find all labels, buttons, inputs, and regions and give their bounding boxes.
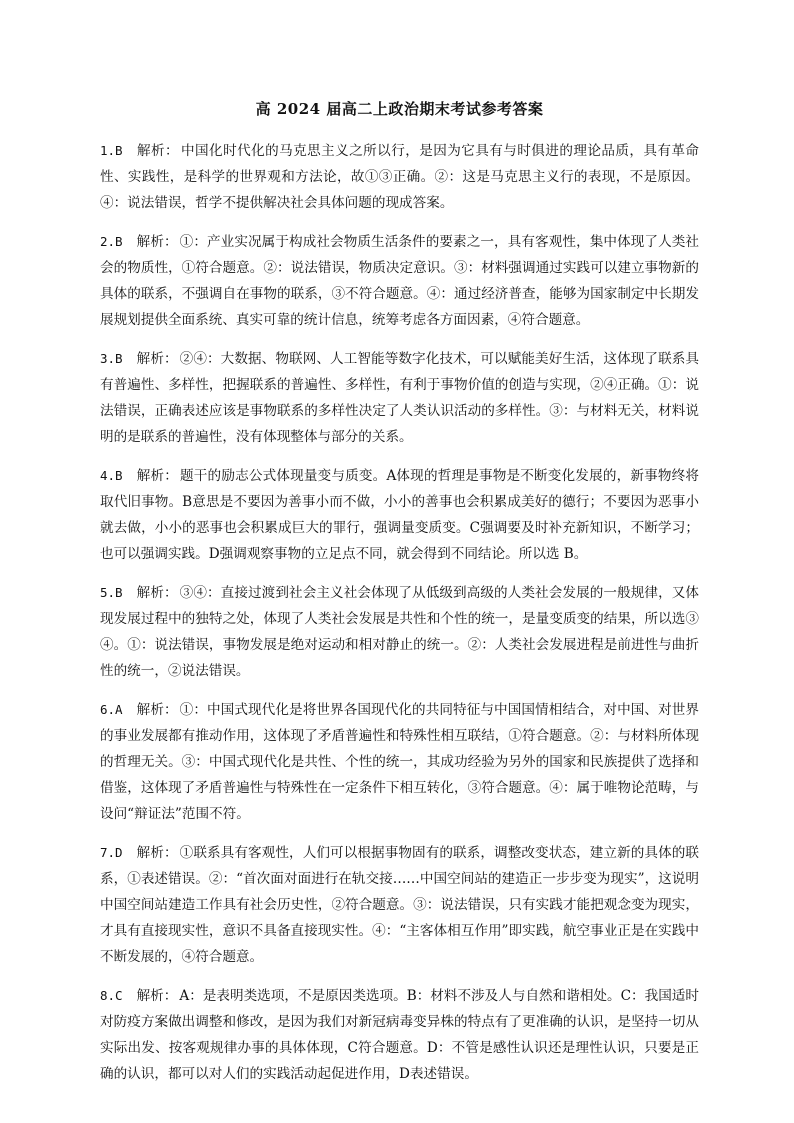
answer-number: 1.B — [100, 143, 123, 158]
answer-number: 4.B — [100, 468, 123, 483]
analysis-text: ①：中国式现代化是将世界各国现代化的共同特征与中国国情相结合，对中国、对世界的事业发展都有推动作用，这体现了矛盾普遍性和特殊性相互联结，①符合题意。②：与材料所体现的哲理无关。③：中国式现代化是共性、个性的统一，其成功经验为另外的国家和民族提供了选择和借鉴，这体现了矛盾普遍性与特殊性在一定条件下相互转化，③符合题意。④：属于唯物论范畴，与设问“辩证法”范围不符。 — [100, 702, 700, 822]
analysis-text: ③④：直接过渡到社会主义社会体现了从低级到高级的人类社会发展的一般规律，又体现发展过程中的独特之处，体现了人类社会发展是共性和个性的统一，是量变质变的结果，所以选③④。①：说法错误，事物发展是绝对运动和相对静止的统一。②：人类社会发展进程是前进性与曲折性的统一，②说法错误。 — [100, 585, 700, 679]
analysis-text: 题干的励志公式体现量变与质变。A体现的哲理是事物是不断变化发展的，新事物终将取代旧事物。B意思是不要因为善事小而不做，小小的善事也会积累成美好的德行；不要因为恶事小就去做，小小的恶事也会积累成巨大的罪行，强调量变质变。C强调要及时补充新知识，不断学习；也可以强调实践。D强调观察事物的立足点不同，就会得到不同结论。所以选 B。 — [100, 468, 699, 562]
answer-number: 3.B — [100, 351, 123, 366]
answer-item-1 — [100, 138, 699, 216]
answer-item-8 — [100, 983, 699, 1087]
analysis-text: A：是表明类选项，不是原因类选项。B：材料不涉及人与自然和谐相处。C：我国适时对防疫方案做出调整和修改，是因为我们对新冠病毒变异株的特点有了更准确的认识，是坚持一切从实际出发、按客观规律办事的具体体现，C符合题意。D：不管是感性认识还是理性认识，只要是正确的认识，都可以对人们的实践活动起促进作用，D表述错误。 — [100, 988, 699, 1082]
answer-number: 2.B — [100, 234, 123, 249]
analysis-label: 解析： — [136, 351, 178, 367]
answer-number: 6.A — [100, 702, 123, 717]
answer-item-3 — [100, 346, 699, 450]
answer-item-2 — [100, 229, 699, 333]
analysis-label: 解析： — [136, 234, 178, 250]
analysis-label: 解析： — [136, 988, 178, 1004]
analysis-text: 中国化时代化的马克思主义之所以行，是因为它具有与时俱进的理论品质，具有革命性、实践性，是科学的世界观和方法论，故①③正确。②：这是马克思主义行的表现，不是原因。④：说法错误，哲学不提供解决社会具体问题的现成答案。 — [100, 143, 700, 211]
analysis-label: 解析： — [136, 845, 178, 861]
analysis-label: 解析： — [136, 585, 178, 601]
analysis-label: 解析： — [136, 468, 179, 484]
answer-item-4 — [100, 463, 699, 567]
answer-item-6 — [100, 697, 699, 827]
page-title: 高 2024 届高二上政治期末考试参考答案 — [255, 100, 544, 118]
answer-item-5 — [100, 580, 699, 684]
answer-number: 8.C — [100, 988, 123, 1003]
answer-number: 7.D — [100, 845, 123, 860]
analysis-text: ①：产业实况属于构成社会物质生活条件的要素之一，具有客观性，集中体现了人类社会的物质性，①符合题意。②：说法错误，物质决定意识。③：材料强调通过实践可以建立事物新的具体的联系，不强调自在事物的联系，③不符合题意。④：通过经济普查，能够为国家制定中长期发展规划提供全面系统、真实可靠的统计信息，统筹考虑各方面因素，④符合题意。 — [100, 234, 700, 328]
answer-number: 5.B — [100, 585, 123, 600]
analysis-text: ①联系具有客观性，人们可以根据事物固有的联系，调整改变状态，建立新的具体的联系，①表述错误。②：“首次面对面进行在轨交接……中国空间站的建造正一步步变为现实”，这说明中国空间站建造工作具有社会历史性，②符合题意。③：说法错误，只有实践才能把观念变为现实，才具有直接现实性，意识不具备直接现实性。④：“主客体相互作用”即实践，航空事业正是在实践中不断发展的，④符合题意。 — [100, 845, 700, 965]
answer-item-7 — [100, 840, 699, 970]
analysis-label: 解析： — [136, 702, 178, 718]
analysis-label: 解析： — [136, 143, 180, 159]
analysis-text: ②④：大数据、物联网、人工智能等数字化技术，可以赋能美好生活，这体现了联系具有普遍性、多样性，把握联系的普遍性、多样性，有利于事物价值的创造与实现，②④正确。①：说法错误，正确表述应该是事物联系的多样性决定了人类认识活动的多样性。③：与材料无关，材料说明的是联系的普遍性，没有体现整体与部分的关系。 — [100, 351, 700, 445]
